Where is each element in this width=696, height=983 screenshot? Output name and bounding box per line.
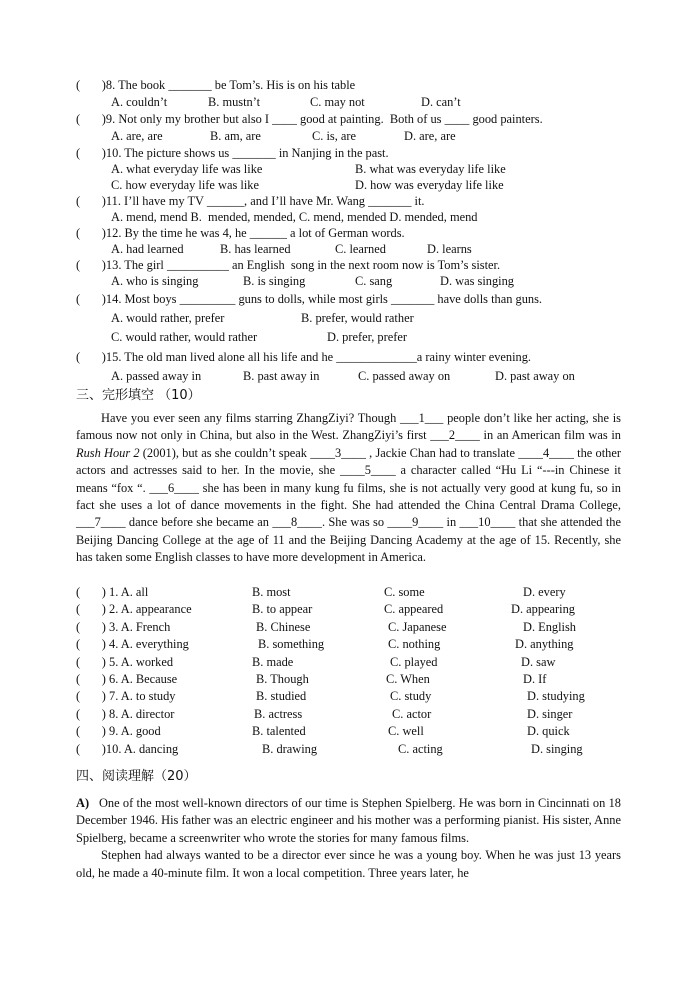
cloze-option-b: B. Though — [256, 672, 309, 686]
cloze-item-number-and-option-a: ( ) 1. A. all — [76, 585, 149, 599]
answer-option: D. was singing — [440, 274, 514, 288]
cloze-option-b: B. Chinese — [256, 619, 311, 634]
question-stem: ( )9. Not only my brother but also I ____ good at painting. Both of us ____ good painters. — [76, 112, 543, 126]
answer-option: D. learns — [427, 242, 472, 256]
passage-text-1: Have you ever seen any films starring ZhangZiyi? Though ___1___ people don’t like her acting, she is famous now not only in China, but also in the West. ZhangZiyi’s first ___2____ in an American film was in — [76, 411, 621, 443]
answer-option: A. had learned — [111, 242, 184, 256]
cloze-item-number-and-option-a: ( ) 4. A. everything — [76, 637, 189, 652]
answer-option: A. who is singing — [111, 274, 199, 288]
cloze-item-number-and-option-a: ( ) 5. A. worked — [76, 654, 174, 669]
question-stem: ( )11. I’ll have my TV ______, and I’ll have Mr. Wang _______ it. — [76, 194, 425, 208]
section-heading-cloze: 三、完形填空 （10） — [76, 388, 201, 403]
answer-option: B. prefer, would rather — [301, 311, 414, 325]
cloze-item-number-and-option-a: ( ) 9. A. good — [76, 724, 161, 739]
cloze-option-d: D. anything — [515, 637, 574, 652]
answer-option: B. what was everyday life like — [355, 162, 506, 176]
reading-paragraph-2: Stephen had always wanted to be a director ever since he was a young boy. When he was just 13 years old, he made a 40-minute film. It won a local competition. Three years later, he — [76, 848, 621, 880]
answer-option: C. passed away on — [358, 369, 451, 383]
cloze-option-b: B. studied — [256, 689, 307, 704]
cloze-option-c: C. study — [390, 689, 432, 704]
cloze-option-d: D. appearing — [511, 602, 575, 617]
passage-text-2: (2001), but as she couldn’t speak ____3____ , Jackie Chan had to translate ____4____ the other actors and actresses said to her. In the movie, she ____5____ a character called “Hu Li “---in Chinese it means “fox “. ___6____ she has been in many kung fu films, she is not actually very good at kung fu, so in fact she uses a lot of dance movements in the fight. She had attended the China Central Drama College, ___7____ dance before she became an ___8____. She was so ____9____ in ___10____ that she attended the Beijing Dancing College at the age of 11 and the Beijing Dancing Academy at the age of 15. Recently, she has taken some English classes to have more development in America. — [76, 445, 621, 565]
answer-option: C. may not — [310, 95, 365, 109]
cloze-option-c: C. well — [388, 724, 424, 739]
cloze-option-d: D. studying — [527, 689, 585, 704]
answer-option: A. passed away in — [111, 369, 202, 383]
answer-option: C. sang — [355, 274, 393, 288]
cloze-item-number-and-option-a: ( ) 2. A. appearance — [76, 602, 192, 617]
cloze-option-c: C. appeared — [384, 602, 444, 617]
answer-option: A. mend, mend B. mended, mended, C. mend, mended D. mended, mend — [111, 210, 478, 224]
answer-option: D. how was everyday life like — [355, 178, 504, 192]
answer-option: D. past away on — [495, 369, 575, 383]
question-stem: ( )15. The old man lived alone all his life and he _____________a rainy winter evening. — [76, 350, 532, 364]
cloze-option-b: B. made — [252, 654, 294, 669]
cloze-option-d: D. singing — [531, 741, 583, 756]
reading-passage-a — [76, 795, 621, 882]
cloze-option-d: D. If — [523, 672, 547, 686]
answer-option: B. mustn’t — [208, 95, 261, 109]
cloze-option-b: B. something — [258, 637, 325, 652]
answer-option: C. would rather, would rather — [111, 330, 258, 344]
cloze-option-d: D. every — [523, 585, 566, 599]
answer-option: A. what everyday life was like — [111, 162, 263, 176]
cloze-item-number-and-option-a: ( ) 7. A. to study — [76, 689, 176, 704]
film-title: Rush Hour 2 — [76, 445, 140, 460]
cloze-option-b: B. actress — [254, 706, 303, 721]
passage-label: A) — [76, 796, 90, 810]
cloze-option-d: D. English — [523, 619, 577, 634]
cloze-option-c: C. acting — [398, 741, 443, 756]
cloze-option-c: C. nothing — [388, 637, 441, 652]
answer-option: D. prefer, prefer — [327, 330, 407, 344]
question-stem: ( )13. The girl __________ an English song in the next room now is Tom’s sister. — [76, 258, 501, 272]
answer-option: B. is singing — [243, 274, 306, 288]
question-stem: ( )10. The picture shows us _______ in Nanjing in the past. — [76, 146, 389, 160]
answer-option: C. learned — [335, 242, 386, 256]
cloze-option-b: B. to appear — [252, 602, 313, 617]
cloze-passage — [76, 410, 621, 567]
answer-option: C. is, are — [312, 129, 357, 143]
answer-option: B. past away in — [243, 369, 320, 383]
cloze-option-c: C. Japanese — [388, 619, 447, 634]
cloze-item-number-and-option-a: ( ) 6. A. Because — [76, 672, 178, 686]
answer-option: D. can’t — [421, 95, 461, 109]
section-heading-reading: 四、阅读理解（20） — [76, 769, 197, 784]
cloze-option-b: B. talented — [252, 724, 306, 739]
cloze-option-d: D. quick — [527, 724, 570, 739]
answer-option: B. am, are — [210, 129, 261, 143]
cloze-option-c: C. When — [386, 672, 430, 686]
answer-option: A. couldn’t — [111, 95, 168, 109]
answer-option: B. has learned — [220, 242, 291, 256]
answer-option: D. are, are — [404, 129, 456, 143]
cloze-option-d: D. singer — [527, 706, 573, 721]
question-stem: ( )8. The book _______ be Tom’s. His is on his table — [76, 78, 356, 92]
answer-option: C. how everyday life was like — [111, 178, 259, 192]
cloze-option-b: B. drawing — [262, 741, 318, 756]
cloze-option-c: C. some — [384, 585, 425, 599]
question-stem: ( )14. Most boys _________ guns to dolls, while most girls _______ have dolls than guns. — [76, 292, 543, 306]
answer-option: A. are, are — [111, 129, 163, 143]
cloze-item-number-and-option-a: ( ) 8. A. director — [76, 706, 175, 721]
answer-option: A. would rather, prefer — [111, 311, 225, 325]
cloze-option-d: D. saw — [521, 654, 556, 669]
cloze-option-c: C. played — [390, 654, 438, 669]
cloze-option-c: C. actor — [392, 706, 432, 721]
question-stem: ( )12. By the time he was 4, he ______ a lot of German words. — [76, 226, 405, 240]
cloze-item-number-and-option-a: ( )10. A. dancing — [76, 741, 179, 756]
reading-paragraph-1: One of the most well-known directors of our time is Stephen Spielberg. He was born in Cincinnati on 18 December 1946. His father was an electric engineer and his mother was a performing pianist. His sister, Anne Spielberg, became a screenwriter who wrote the stories for many famous films. — [76, 796, 621, 845]
cloze-item-number-and-option-a: ( ) 3. A. French — [76, 619, 171, 634]
cloze-option-b: B. most — [252, 585, 291, 599]
